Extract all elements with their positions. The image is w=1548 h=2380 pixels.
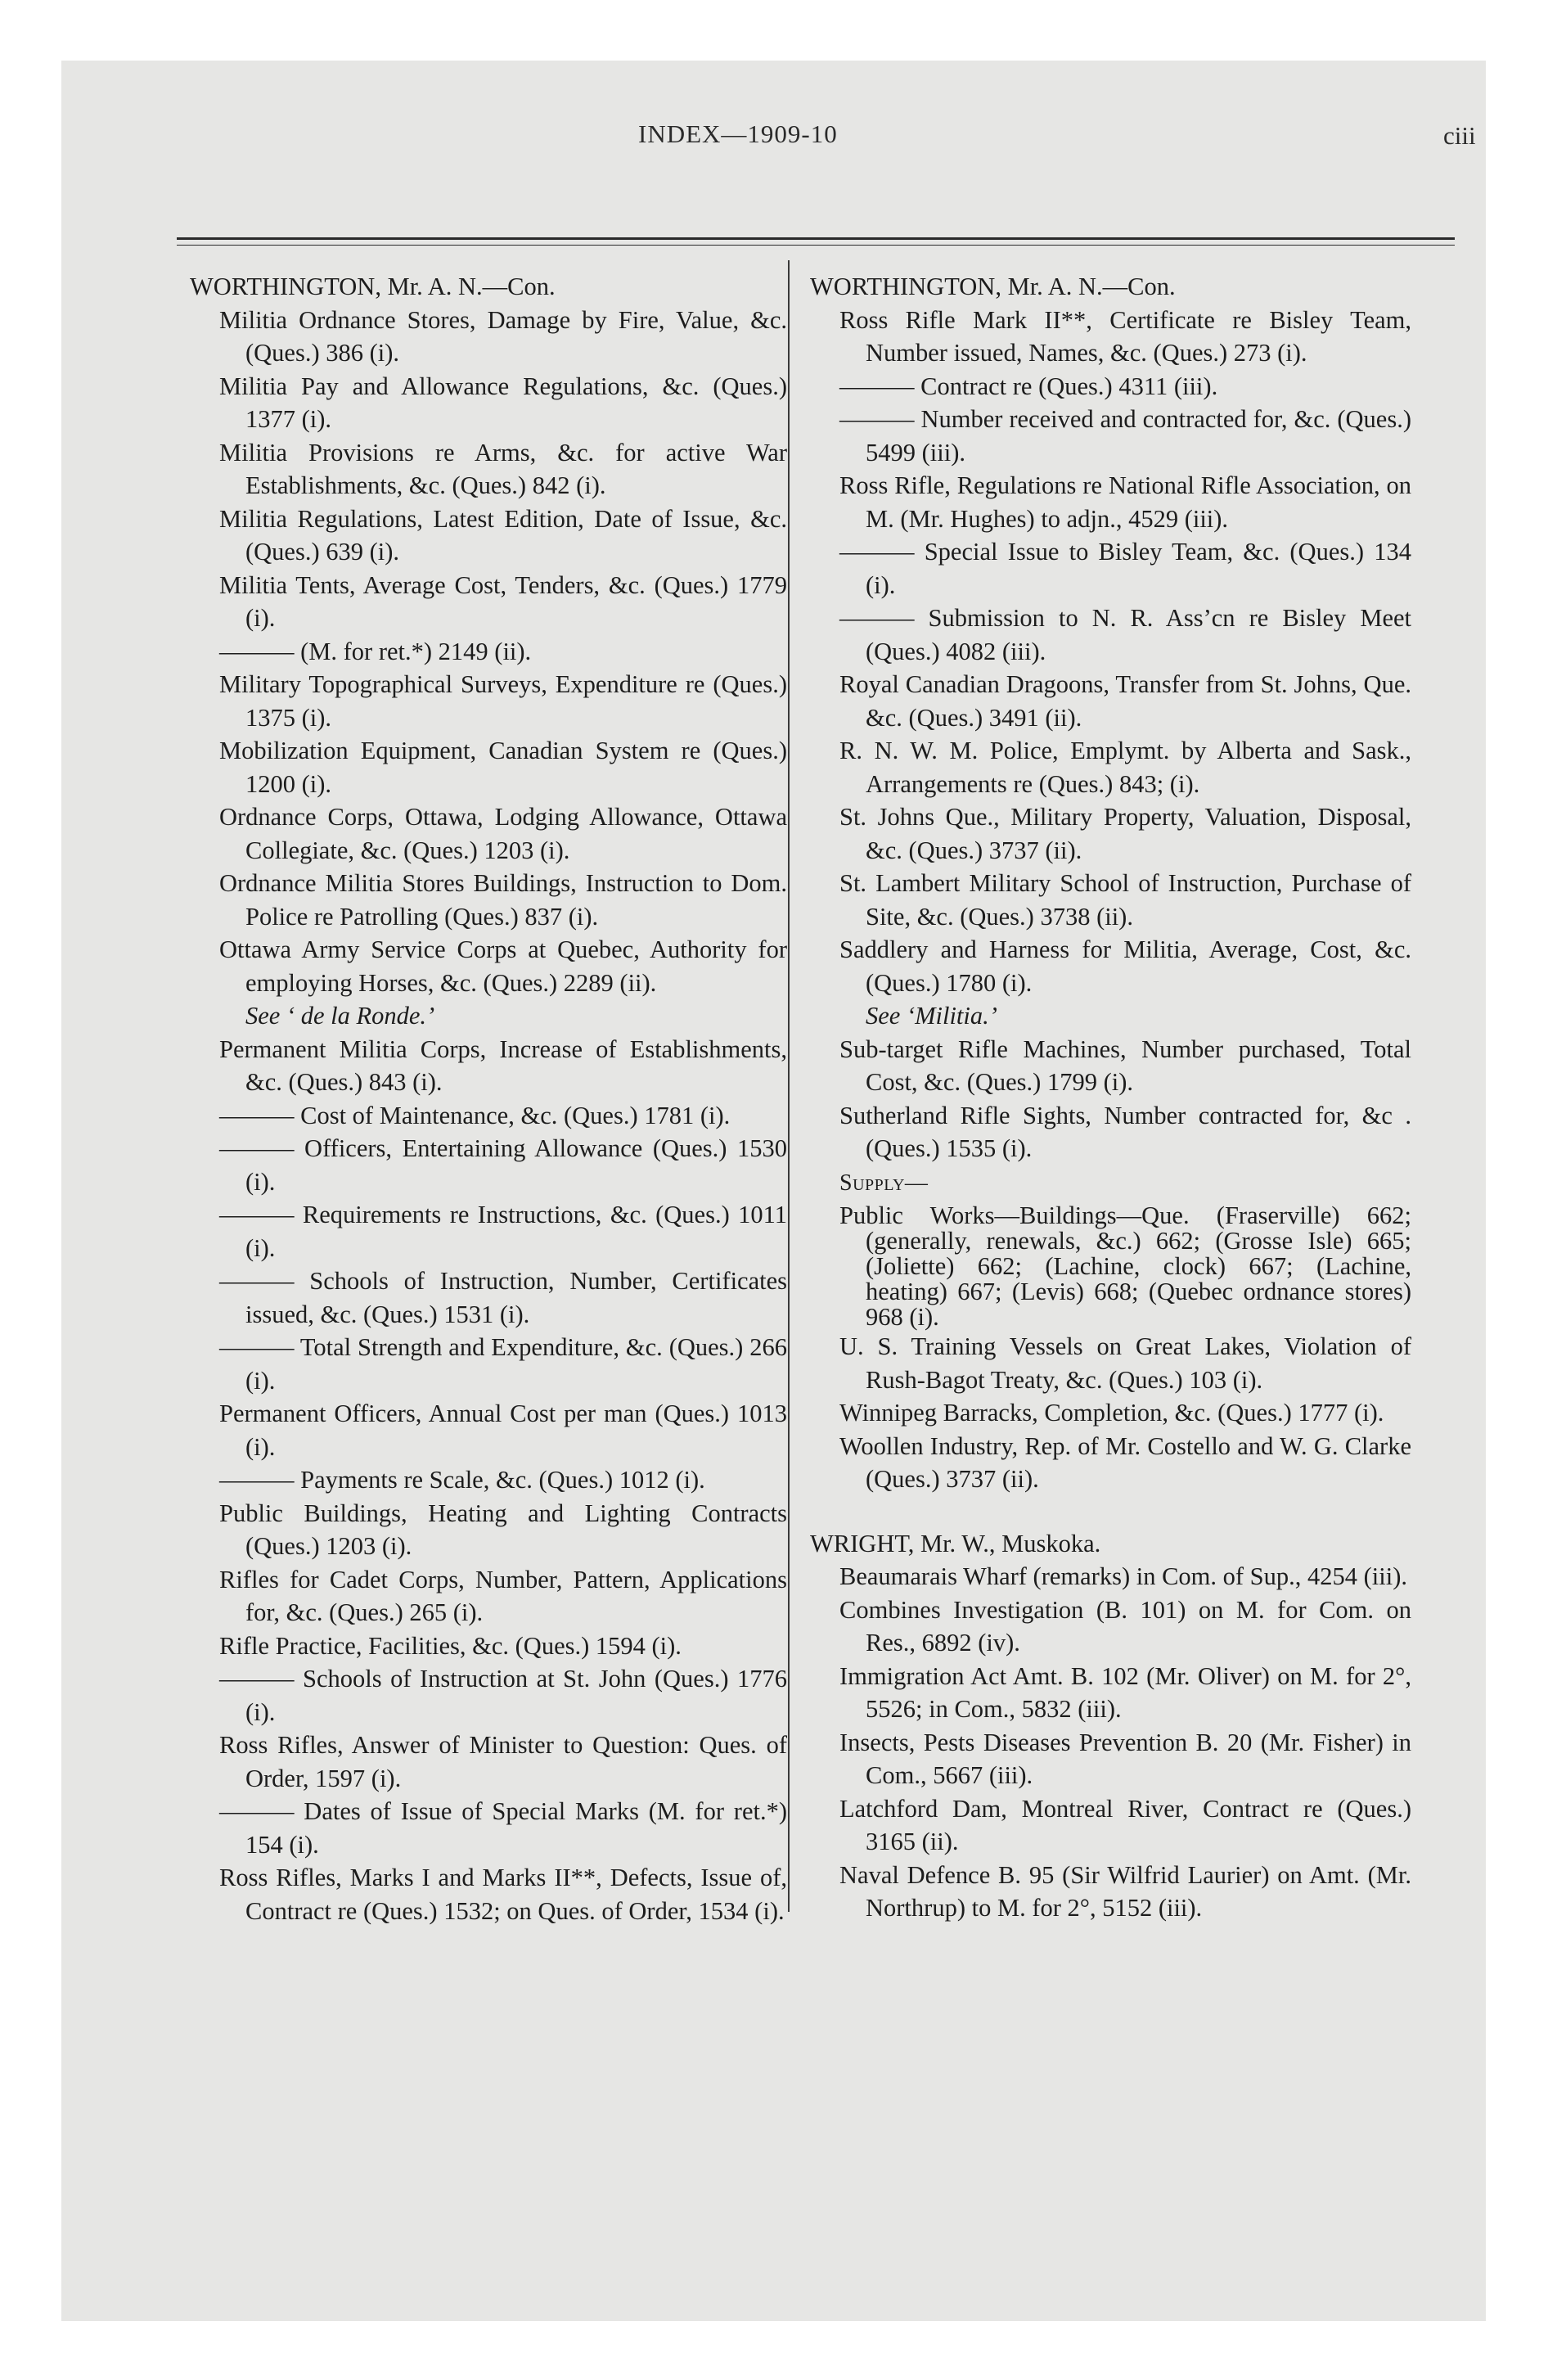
index-entry: Ross Rifles, Marks I and Marks II**, Defects, Issue of, Contract re (Ques.) 1532; on Ques. of Order, 1534 (i). (219, 1864, 787, 1925)
index-entry: St. Johns Que., Military Property, Valuation, Disposal, &c. (Ques.) 3737 (ii). (839, 803, 1411, 864)
see-reference (190, 999, 787, 1033)
page-number: ciii (1443, 121, 1476, 150)
index-entry: Militia Pay and Allowance Regulations, &c. (Ques.) 1377 (i). (219, 372, 787, 433)
header-rule-thin (177, 245, 1455, 246)
index-entry: ——— Officers, Entertaining Allowance (Ques.) 1530 (i). (219, 1134, 787, 1196)
index-heading: WORTHINGTON, Mr. A. N.—Con. (810, 273, 1176, 300)
column-divider (788, 260, 790, 1912)
index-entry: Public Works—Buildings—Que. (Fraserville) 662; (generally, renewals, &c.) 662; (Grosse Isle) 665; (Joliette) 662; (Lachine, clock) 667; (Lachine, heating) 667; (Levis) 668; (Quebec ordnance stores) 968 (i). (839, 1201, 1411, 1331)
index-entry: ——— (M. for ret.*) 2149 (ii). (219, 637, 532, 665)
index-entry: Militia Tents, Average Cost, Tenders, &c. (Ques.) 1779 (i). (219, 570, 787, 632)
index-entry: Ross Rifle Mark II**, Certificate re Bisley Team, Number issued, Names, &c. (Ques.) 273 (i). (839, 305, 1411, 367)
index-entry: ——— Schools of Instruction, Number, Certificates issued, &c. (Ques.) 1531 (i). (219, 1267, 787, 1328)
index-entry: Saddlery and Harness for Militia, Average, Cost, &c. (Ques.) 1780 (i). (839, 935, 1411, 997)
index-entry: Insects, Pests Diseases Prevention B. 20 (Mr. Fisher) in Com., 5667 (iii). (839, 1728, 1411, 1789)
index-entry: Ordnance Corps, Ottawa, Lodging Allowance, Ottawa Collegiate, &c. (Ques.) 1203 (i). (219, 803, 787, 864)
index-entry: Sutherland Rifle Sights, Number contracted for, &c .(Ques.) 1535 (i). (839, 1101, 1411, 1162)
index-entry: Combines Investigation (B. 101) on M. for Com. on Res., 6892 (iv). (839, 1595, 1411, 1657)
index-entry: ——— Total Strength and Expenditure, &c. (Ques.) 266 (i). (219, 1333, 787, 1395)
index-entry: ——— Schools of Instruction at St. John (Ques.) 1776 (i). (219, 1665, 787, 1726)
index-entry: Woollen Industry, Rep. of Mr. Costello and W. G. Clarke (Ques.) 3737 (ii). (839, 1431, 1411, 1493)
index-entry: Ottawa Army Service Corps at Quebec, Authority for employing Horses, &c. (Ques.) 2289 (ii). (219, 935, 787, 997)
index-entry: Ross Rifle, Regulations re National Rifle Association, on M. (Mr. Hughes) to adjn., 4529 (iii). (839, 471, 1411, 533)
index-heading-wright (810, 1527, 1411, 1561)
index-entry: Permanent Officers, Annual Cost per man (Ques.) 1013 (i). (219, 1400, 787, 1461)
supply-subheading: Supply— (839, 1170, 929, 1196)
header-rule-thick (177, 237, 1455, 240)
index-entry: ——— Submission to N. R. Ass’cn re Bisley Meet (Ques.) 4082 (iii). (839, 604, 1411, 665)
index-entry: ——— Special Issue to Bisley Team, &c. (Ques.) 134 (i). (839, 538, 1411, 599)
index-entry: Sub-target Rifle Machines, Number purchased, Total Cost, &c. (Ques.) 1799 (i). (839, 1034, 1411, 1096)
index-entry: Militia Provisions re Arms, &c. for active War Establishments, &c. (Ques.) 842 (i). (219, 438, 787, 499)
index-entry: Rifle Practice, Facilities, &c. (Ques.) 1594 (i). (219, 1631, 682, 1660)
index-entry: Latchford Dam, Montreal River, Contract re (Ques.) 3165 (ii). (839, 1794, 1411, 1855)
see-reference-text: See ‘Militia.’ (866, 1002, 997, 1030)
index-entry: R. N. W. M. Police, Emplymt. by Alberta and Sask., Arrangements re (Ques.) 843; (i). (839, 737, 1411, 798)
index-entry: Militia Ordnance Stores, Damage by Fire, Value, &c. (Ques.) 386 (i). (219, 305, 787, 367)
index-entry: U. S. Training Vessels on Great Lakes, Violation of Rush-Bagot Treaty, &c. (Ques.) 103 (i). (839, 1332, 1411, 1394)
index-entry: ——— Contract re (Ques.) 4311 (iii). (839, 372, 1218, 400)
index-entry: Immigration Act Amt. B. 102 (Mr. Oliver) on M. for 2°, 5526; in Com., 5832 (iii). (839, 1661, 1411, 1723)
index-entry: St. Lambert Military School of Instruction, Purchase of Site, &c. (Ques.) 3738 (ii). (839, 869, 1411, 931)
index-entry: Permanent Militia Corps, Increase of Establishments, &c. (Ques.) 843 (i). (219, 1034, 787, 1096)
index-entry: Winnipeg Barracks, Completion, &c. (Ques.) 1777 (i). (839, 1399, 1384, 1427)
index-entry: Ordnance Militia Stores Buildings, Instruction to Dom. Police re Patrolling (Ques.) 837 (i). (219, 869, 787, 931)
index-entry: ——— Payments re Scale, &c. (Ques.) 1012 (i). (219, 1466, 705, 1494)
right-column (810, 270, 1411, 1925)
index-entry: ——— Number received and contracted for, &c. (Ques.) 5499 (iii). (839, 405, 1411, 467)
index-entry: Militia Regulations, Latest Edition, Date of Issue, &c. (Ques.) 639 (i). (219, 504, 787, 566)
index-entry: Military Topographical Surveys, Expenditure re (Ques.) 1375 (i). (219, 670, 787, 732)
index-heading: WORTHINGTON, Mr. A. N.—Con. (190, 273, 556, 300)
index-entry: Royal Canadian Dragoons, Transfer from St. Johns, Que. &c. (Ques.) 3491 (ii). (839, 670, 1411, 732)
index-heading-wright-text: WRIGHT, Mr. W., Muskoka. (810, 1529, 1101, 1557)
index-entry: Beaumarais Wharf (remarks) in Com. of Sup., 4254 (iii). (839, 1562, 1407, 1590)
left-column (190, 270, 787, 1927)
see-reference (810, 999, 1411, 1033)
index-entry: ——— Dates of Issue of Special Marks (M. for ret.*) 154 (i). (219, 1797, 787, 1859)
index-entry: Rifles for Cadet Corps, Number, Pattern, Applications for, &c. (Ques.) 265 (i). (219, 1565, 787, 1626)
index-entry: Naval Defence B. 95 (Sir Wilfrid Laurier) on Amt. (Mr. Northrup) to M. for 2°, 5152 (iii). (839, 1860, 1411, 1922)
index-entry: Ross Rifles, Answer of Minister to Question: Ques. of Order, 1597 (i). (219, 1731, 787, 1792)
section-gap (810, 1496, 1411, 1527)
see-reference-text: See ‘ de la Ronde.’ (245, 1002, 435, 1030)
index-entry: ——— Requirements re Instructions, &c. (Ques.) 1011 (i). (219, 1201, 787, 1262)
index-entry: Mobilization Equipment, Canadian System re (Ques.) 1200 (i). (219, 737, 787, 798)
index-entry: Public Buildings, Heating and Lighting Contracts (Ques.) 1203 (i). (219, 1499, 787, 1560)
index-entry: ——— Cost of Maintenance, &c. (Ques.) 1781 (i). (219, 1101, 731, 1129)
page-header-title: INDEX—1909-10 (638, 119, 838, 148)
